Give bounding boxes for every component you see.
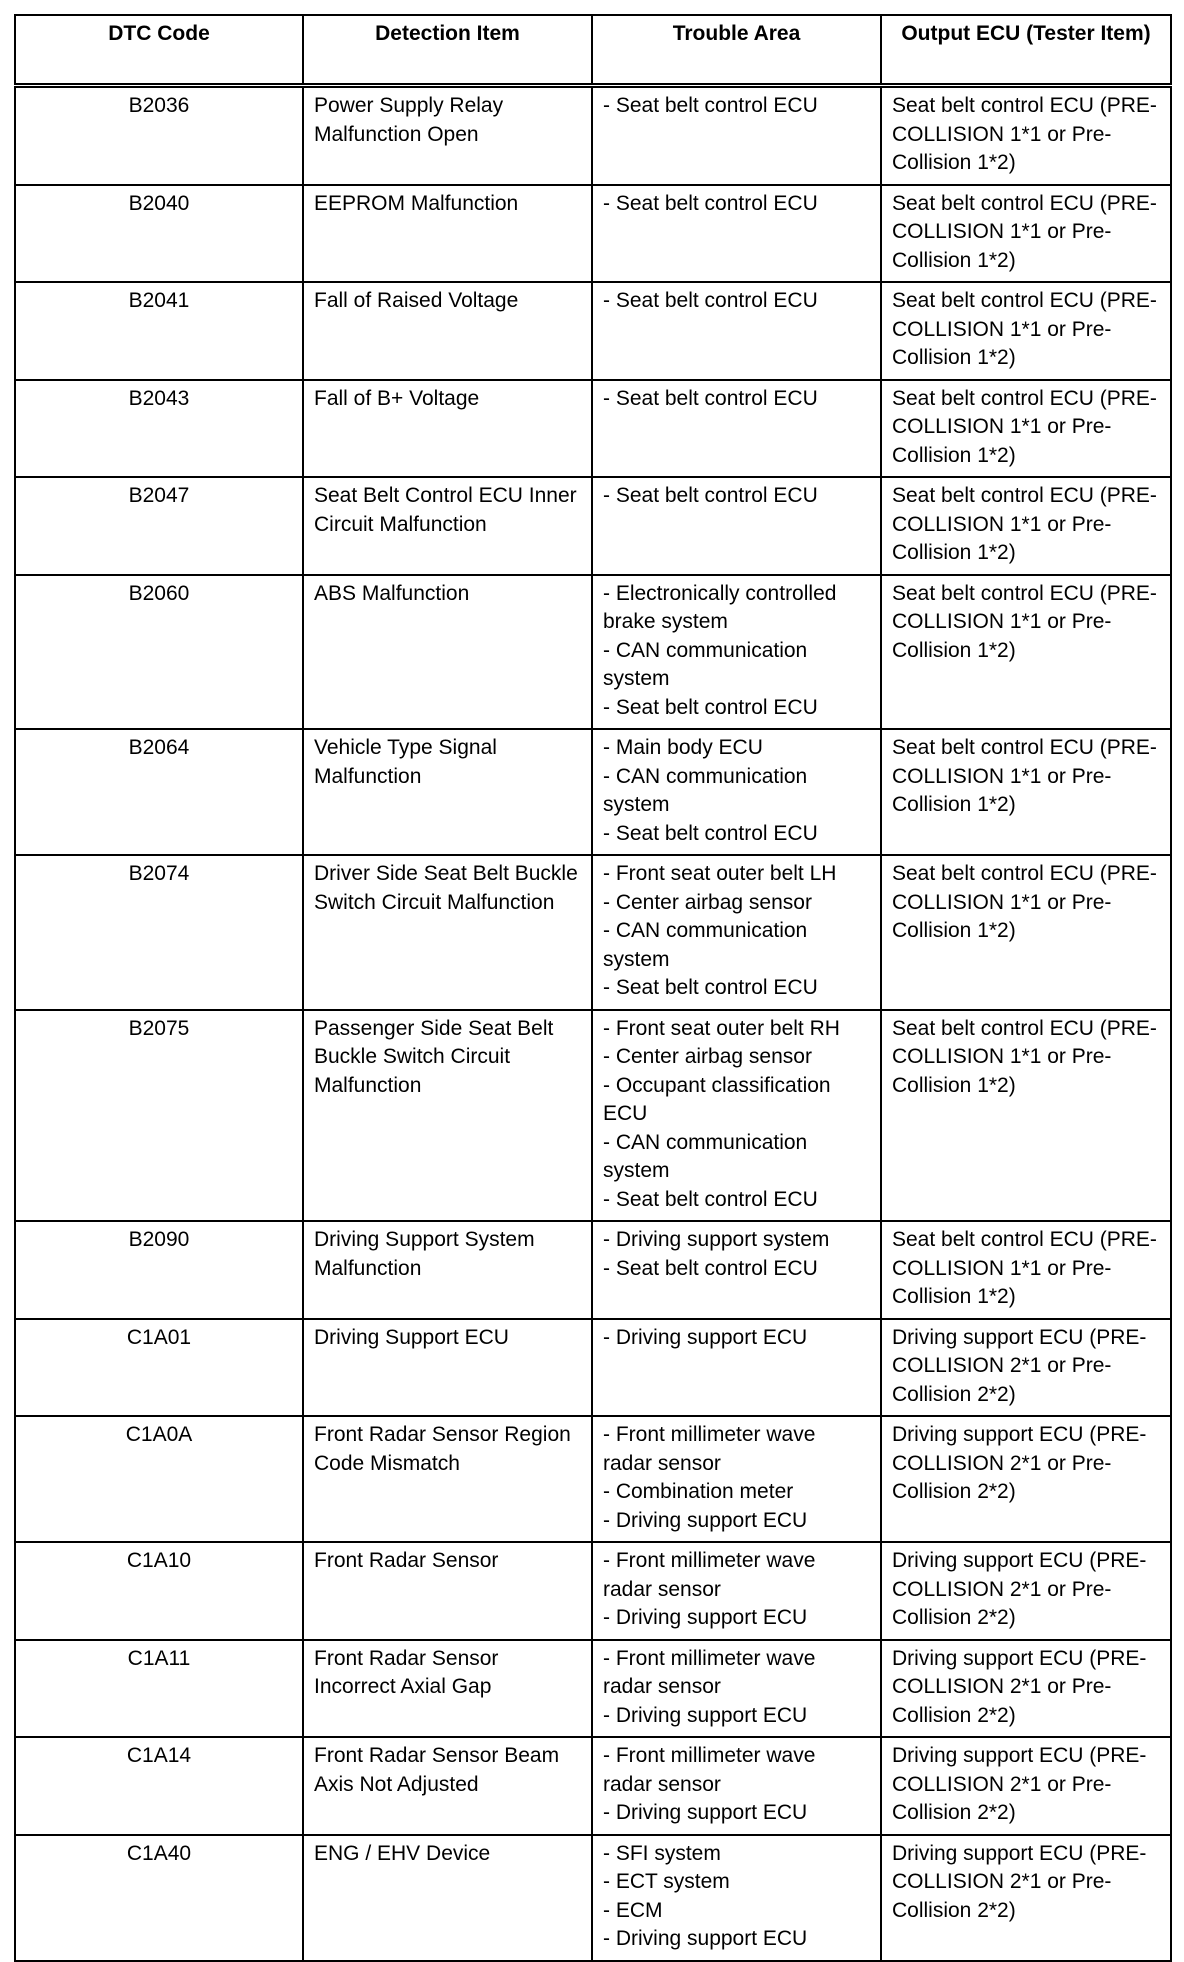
table-row [15,855,1171,1010]
output-ecu-cell: Seat belt control ECU (PRE-COLLISION 1*1 or Pre-Collision 1*2) [881,855,1171,1010]
detection-item-cell: Driving Support System Malfunction [303,1221,592,1319]
header-detection-item: Detection Item [303,15,592,86]
dtc-code-cell: B2040 [15,185,303,283]
table-row [15,1835,1171,1961]
detection-item-cell: Driving Support ECU [303,1319,592,1417]
output-ecu-cell: Seat belt control ECU (PRE-COLLISION 1*1 or Pre-Collision 1*2) [881,1221,1171,1319]
dtc-code-cell: B2074 [15,855,303,1010]
table-row [15,282,1171,380]
detection-item-cell: Front Radar Sensor Region Code Mismatch [303,1416,592,1542]
table-row [15,185,1171,283]
trouble-area-entry: - Seat belt control ECU [603,94,818,117]
trouble-area-entry: - Seat belt control ECU [603,1256,818,1280]
detection-item-cell: Seat Belt Control ECU Inner Circuit Malfunction [303,477,592,575]
trouble-area-cell [592,1542,881,1640]
detection-item-cell: Fall of B+ Voltage [303,380,592,478]
trouble-area-entry: - Driving support ECU [603,1801,808,1824]
trouble-area-cell [592,1737,881,1835]
table-row [15,380,1171,478]
trouble-area-cell [592,477,881,575]
output-ecu-cell: Driving support ECU (PRE-COLLISION 2*1 or Pre-Collision 2*2) [881,1640,1171,1738]
trouble-area-cell [592,1835,881,1961]
dtc-table [14,14,1172,1962]
output-ecu-cell: Driving support ECU (PRE-COLLISION 2*1 or Pre-Collision 2*2) [881,1319,1171,1417]
table-row [15,1010,1171,1222]
table-row [15,1416,1171,1542]
trouble-area-entry: - Front seat outer belt LH [603,862,837,885]
header-trouble-area: Trouble Area [592,15,881,86]
header-dtc-code: DTC Code [15,15,303,86]
output-ecu-cell: Seat belt control ECU (PRE-COLLISION 1*1 or Pre-Collision 1*2) [881,86,1171,185]
dtc-code-cell: B2090 [15,1221,303,1319]
output-ecu-cell: Seat belt control ECU (PRE-COLLISION 1*1 or Pre-Collision 1*2) [881,380,1171,478]
output-ecu-cell: Driving support ECU (PRE-COLLISION 2*1 or Pre-Collision 2*2) [881,1542,1171,1640]
detection-item-cell: Driver Side Seat Belt Buckle Switch Circuit Malfunction [303,855,592,1010]
trouble-area-entry: - CAN communication system [603,1130,808,1182]
output-ecu-cell: Seat belt control ECU (PRE-COLLISION 1*1 or Pre-Collision 1*2) [881,1010,1171,1222]
trouble-area-entry: - Seat belt control ECU [603,976,818,999]
dtc-code-cell: B2041 [15,282,303,380]
trouble-area-entry: - Front millimeter wave radar sensor [603,1744,816,1796]
trouble-area-entry: - CAN communication system [603,764,808,816]
detection-item-cell: Front Radar Sensor Incorrect Axial Gap [303,1640,592,1738]
table-body [15,86,1171,1961]
trouble-area-entry: - Seat belt control ECU [603,821,818,845]
dtc-code-cell: B2047 [15,477,303,575]
dtc-code-cell: C1A01 [15,1319,303,1417]
trouble-area-cell [592,282,881,380]
trouble-area-entry: - Seat belt control ECU [603,191,818,215]
detection-item-cell: Vehicle Type Signal Malfunction [303,729,592,855]
trouble-area-entry: - Driving support ECU [603,1606,808,1629]
detection-item-cell: Fall of Raised Voltage [303,282,592,380]
output-ecu-cell: Seat belt control ECU (PRE-COLLISION 1*1 or Pre-Collision 1*2) [881,185,1171,283]
trouble-area-cell [592,185,881,283]
trouble-area-entry: - Front millimeter wave radar sensor [603,1646,816,1698]
dtc-code-cell: B2060 [15,575,303,730]
trouble-area-cell [592,729,881,855]
detection-item-cell: Front Radar Sensor [303,1542,592,1640]
table-row [15,1737,1171,1835]
trouble-area-cell [592,380,881,478]
trouble-area-entry: - Driving support ECU [603,1703,808,1727]
output-ecu-cell: Seat belt control ECU (PRE-COLLISION 1*1 or Pre-Collision 1*2) [881,575,1171,730]
trouble-area-entry: - Occupant classification ECU [603,1073,831,1125]
trouble-area-entry: - Front millimeter wave radar sensor [603,1423,816,1475]
detection-item-cell: Power Supply Relay Malfunction Open [303,86,592,185]
trouble-area-entry: - Center airbag sensor [603,890,812,914]
detection-item-cell: ENG / EHV Device [303,1835,592,1961]
trouble-area-entry: - Driving support ECU [603,1508,808,1532]
detection-item-cell: EEPROM Malfunction [303,185,592,283]
trouble-area-entry: - Electronically controlled brake system [603,581,837,633]
table-row [15,575,1171,730]
trouble-area-entry: - Combination meter [603,1480,794,1503]
table-row [15,477,1171,575]
trouble-area-entry: - Seat belt control ECU [603,1187,818,1211]
trouble-area-cell [592,86,881,185]
detection-item-cell: ABS Malfunction [303,575,592,730]
table-header [15,15,1171,86]
trouble-area-entry: - Seat belt control ECU [603,484,818,507]
trouble-area-cell [592,855,881,1010]
detection-item-cell: Passenger Side Seat Belt Buckle Switch Circuit Malfunction [303,1010,592,1222]
trouble-area-cell [592,575,881,730]
trouble-area-entry: - Driving support ECU [603,1927,808,1950]
trouble-area-cell [592,1010,881,1222]
output-ecu-cell: Seat belt control ECU (PRE-COLLISION 1*1 or Pre-Collision 1*2) [881,729,1171,855]
trouble-area-cell [592,1319,881,1417]
detection-item-cell: Front Radar Sensor Beam Axis Not Adjusted [303,1737,592,1835]
dtc-code-cell: C1A14 [15,1737,303,1835]
table-row [15,1640,1171,1738]
header-row [15,15,1171,86]
output-ecu-cell: Seat belt control ECU (PRE-COLLISION 1*1 or Pre-Collision 1*2) [881,282,1171,380]
dtc-code-cell: B2075 [15,1010,303,1222]
trouble-area-entry: - CAN communication system [603,638,808,690]
table-row [15,1319,1171,1417]
table-row [15,1221,1171,1319]
trouble-area-entry: - Driving support ECU [603,1325,808,1349]
dtc-code-cell: B2036 [15,86,303,185]
trouble-area-cell [592,1416,881,1542]
trouble-area-entry: - Front seat outer belt RH [603,1016,840,1040]
trouble-area-entry: - Seat belt control ECU [603,289,818,312]
dtc-code-cell: B2043 [15,380,303,478]
trouble-area-entry: - Driving support system [603,1228,830,1251]
output-ecu-cell: Driving support ECU (PRE-COLLISION 2*1 or Pre-Collision 2*2) [881,1416,1171,1542]
trouble-area-entry: - Front millimeter wave radar sensor [603,1549,816,1601]
trouble-area-cell [592,1221,881,1319]
table-row [15,1542,1171,1640]
trouble-area-entry: - Seat belt control ECU [603,695,818,719]
dtc-code-cell: C1A40 [15,1835,303,1961]
trouble-area-entry: - CAN communication system [603,919,808,971]
trouble-area-entry: - Seat belt control ECU [603,386,818,410]
dtc-code-cell: C1A10 [15,1542,303,1640]
output-ecu-cell: Seat belt control ECU (PRE-COLLISION 1*1 or Pre-Collision 1*2) [881,477,1171,575]
trouble-area-entry: - ECT system [603,1870,730,1893]
dtc-code-cell: B2064 [15,729,303,855]
table-row [15,86,1171,185]
dtc-code-cell: C1A11 [15,1640,303,1738]
table-row [15,729,1171,855]
trouble-area-entry: - Center airbag sensor [603,1045,812,1068]
trouble-area-cell [592,1640,881,1738]
dtc-code-cell: C1A0A [15,1416,303,1542]
trouble-area-entry: - SFI system [603,1841,721,1865]
output-ecu-cell: Driving support ECU (PRE-COLLISION 2*1 or Pre-Collision 2*2) [881,1737,1171,1835]
trouble-area-entry: - ECM [603,1898,663,1922]
output-ecu-cell: Driving support ECU (PRE-COLLISION 2*1 or Pre-Collision 2*2) [881,1835,1171,1961]
header-output-ecu: Output ECU (Tester Item) [881,15,1171,86]
trouble-area-entry: - Main body ECU [603,736,763,759]
